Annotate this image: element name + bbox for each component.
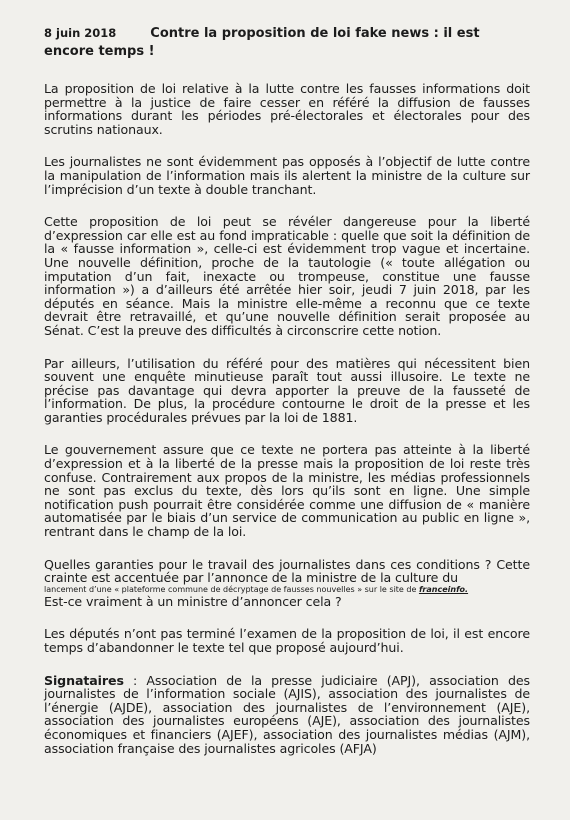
document-title: Contre la proposition de loi fake news : il est encore temps ! — [44, 26, 480, 59]
document-date: 8 juin 2018 — [44, 26, 117, 40]
source-link[interactable]: franceinfo. — [418, 584, 469, 594]
paragraph-government: Le gouvernement assure que ce texte ne portera pas atteinte à la liberté d’expression et à la liberté de la presse mais la proposition de loi reste très confuse. Contrairement aux propos de la ministre, les médias professionnels ne sont pas exclus du texte, dès lors qu’ils sont en ligne. Une simple notification push pourrait être considérée comme une diffusion de « manière automatisée par le biais d’un service de communication au public en ligne », rentrant dans le champ de la loi. — [44, 442, 530, 540]
paragraph-closing: Les députés n’ont pas terminé l’examen de la proposition de loi, il est encore temps d’abandonner le texte tel que proposé aujourd’hui. — [44, 626, 530, 655]
paragraph-signatories — [44, 674, 530, 756]
small-note-text: lancement d’une « plateforme commune de décryptage de fausses nouvelles » sur le site de — [44, 584, 417, 594]
paragraph-danger: Cette proposition de loi peut se révéler dangereuse pour la liberté d’expression car elle est au fond impraticable : quelle que soit la définition de la « fausse information », celle-ci est évidemment trop vague et incertaine. Une nouvelle définition, proche de la tautologie (« toute allégation ou imputation d’un fait, inexacte ou trompeuse, constitue une fausse information ») a d’ailleurs été arrêtée hier soir, jeudi 7 juin 2018, par les députés en séance. Mais la ministre elle-même a reconnu que ce texte devrait être retravaillé, et qu’une nouvelle définition serait proposée au Sénat. C’est la preuve des difficultés à circonscrire cette notion. — [44, 214, 530, 338]
document-header — [44, 24, 530, 60]
signatories-label: Signataires — [44, 672, 124, 688]
question-line-2: Est-ce vraiment à un ministre d’annoncer cela ? — [44, 593, 342, 609]
signatories-text: : Association de la presse judiciaire (APJ), association des journalistes de l’information sociale (AJIS), association des journalistes de l’énergie (AJDE), association des journalistes de l’environnement (AJE), association des journalistes européens (AJE), association des journalistes économiques et financiers (AJEF), association des journalistes médias (AJM), association française des journalistes agricoles (AFJA) — [44, 672, 530, 756]
paragraph-journalists: Les journalistes ne sont évidemment pas opposés à l’objectif de lutte contre la manipulation de l’information mais ils alertent la ministre de la culture sur l’imprécision d’un texte à double tranchant. — [44, 154, 530, 197]
paragraph-question — [44, 558, 530, 609]
question-line-1: Quelles garanties pour le travail des journalistes dans ces conditions ? Cette crainte est accentuée par l’annonce de la ministre de la culture du — [44, 556, 530, 586]
paragraph-referee: Par ailleurs, l’utilisation du référé pour des matières qui nécessitent bien souvent une enquête minutieuse paraît tout aussi illusoire. Le texte ne précise pas davantage qui devra apporter la preuve de la fausseté de l’information. De plus, la procédure contourne le droit de la presse et les garanties procédurales prévues par la loi de 1881. — [44, 355, 530, 425]
paragraph-intro: La proposition de loi relative à la lutte contre les fausses informations doit permettre à la justice de faire cesser en référé la diffusion de fausses informations durant les périodes pré-électorales et électorales pour des scrutins nationaux. — [44, 81, 530, 137]
